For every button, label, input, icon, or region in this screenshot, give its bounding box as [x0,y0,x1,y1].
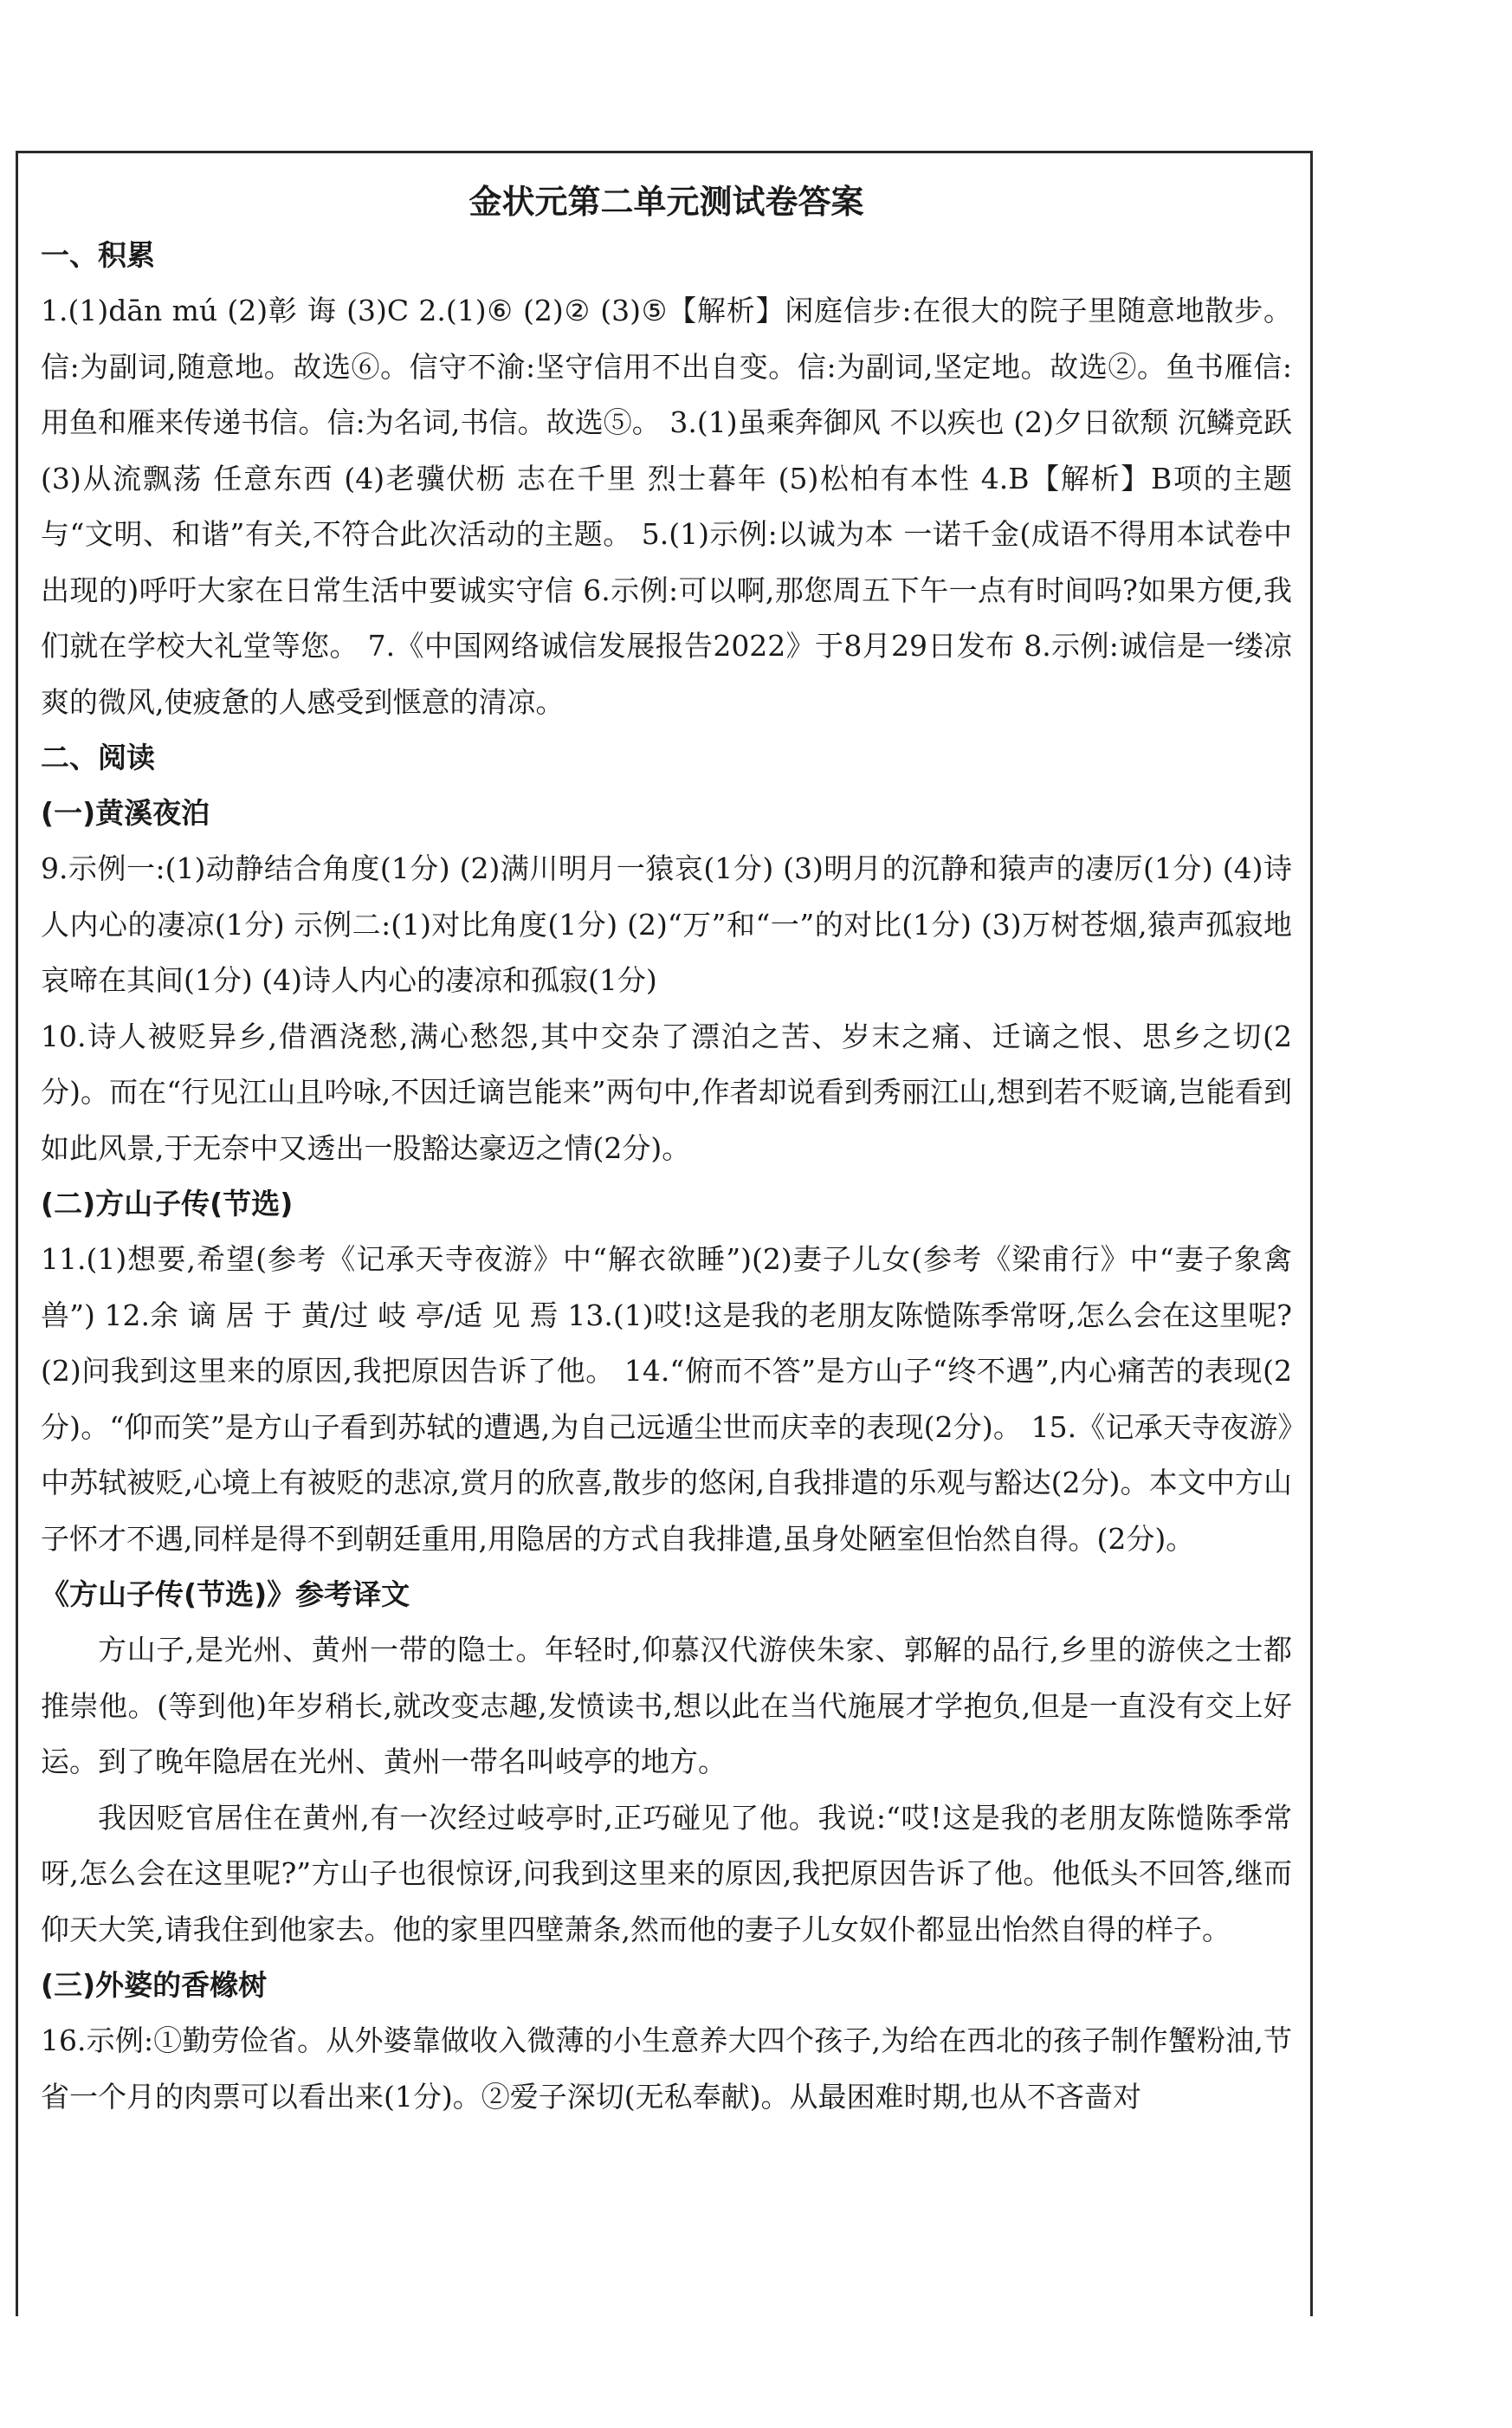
subsection-heading-fangshanzi: (二)方山子传(节选) [41,1187,294,1220]
subsection-heading-xiangyuan: (三)外婆的香橼树 [41,1968,268,2002]
answer-paragraph-11-15: 11.(1)想要,希望(参考《记承天寺夜游》中“解衣欲睡”)(2)妻子儿女(参考《梁甫行》中“妻子象禽兽”) 12.余 谪 居 于 黄/过 岐 亭/适 见 焉 13.(1)哎!这是我的老朋友陈慥陈季常呀,怎么会在这里呢?(2)问我到这里来的原因,我把原因告诉了他。 14.“俯而不答”是方山子“终不遇”,内心痛苦的表现(2分)。“仰而笑”是方山子看到苏轼的遭遇,为自己远遁尘世而庆幸的表现(2分)。 15.《记承天寺夜游》中苏轼被贬,心境上有被贬的悲凉,赏月的欣喜,散步的悠闲,自我排遣的乐观与豁达(2分)。本文中方山子怀才不遇,同样是得不到朝廷重用,用隐居的方式自我排遣,虽身处陋室但怡然自得。(2分)。 [41,1242,1292,1556]
section-heading-reading: 二、阅读 [41,741,155,774]
answer-paragraph-9: 9.示例一:(1)动静结合角度(1分) (2)满川明月一猿哀(1分) (3)明月的沉静和猿声的凄厉(1分) (4)诗人内心的凄凉(1分) 示例二:(1)对比角度(1分) (2)“万”和“一”的对比(1分) (3)万树苍烟,猿声孤寂地哀啼在其间(1分) (4)诗人内心的凄凉和孤寂(1分) [41,851,1292,997]
translation-paragraph-1: 方山子,是光州、黄州一带的隐士。年轻时,仰慕汉代游侠朱家、郭解的品行,乡里的游侠之士都推崇他。(等到他)年岁稍长,就改变志趣,发愤读书,想以此在当代施展才学抱负,但是一直没有交上好运。到了晚年隐居在光州、黄州一带名叫岐亭的地方。 [41,1633,1292,1778]
answer-paragraph-16: 16.示例:①勤劳俭省。从外婆靠做收入微薄的小生意养大四个孩子,为给在西北的孩子制作蟹粉油,节省一个月的肉票可以看出来(1分)。②爱子深切(无私奉献)。从最困难时期,也从不吝啬对 [41,2023,1292,2114]
answer-content [41,179,1292,2125]
answer-paragraph-1-8: 1.(1)dān mú (2)彰 诲 (3)C 2.(1)⑥ (2)② (3)⑤【解析】闲庭信步:在很大的院子里随意地散步。信:为副词,随意地。故选⑥。信守不渝:坚守信用不出自变。信:为副词,坚定地。故选②。鱼书雁信:用鱼和雁来传递书信。信:为名词,书信。故选⑤。 3.(1)虽乘奔御风 不以疾也 (2)夕日欲颓 沉鳞竞跃 (3)从流飘荡 任意东西 (4)老骥伏枥 志在千里 烈士暮年 (5)松柏有本性 4.B【解析】B项的主题与“文明、和谐”有关,不符合此次活动的主题。 5.(1)示例:以诚为本 一诺千金(成语不得用本试卷中出现的)呼吁大家在日常生活中要诚实守信 6.示例:可以啊,那您周五下午一点有时间吗?如果方便,我们就在学校大礼堂等您。 7.《中国网络诚信发展报告2022》于8月29日发布 8.示例:诚信是一缕凉爽的微风,使疲惫的人感受到惬意的清凉。 [41,294,1292,719]
answer-sheet-frame [16,151,1313,2316]
subsection-heading-huangxi: (一)黄溪夜泊 [41,796,210,830]
section-heading-accumulation: 一、积累 [41,238,155,272]
translation-paragraph-2: 我因贬官居住在黄州,有一次经过岐亭时,正巧碰见了他。我说:“哎!这是我的老朋友陈慥陈季常呀,怎么会在这里呢?”方山子也很惊讶,问我到这里来的原因,我把原因告诉了他。他低头不回答,继而仰天大笑,请我住到他家去。他的家里四壁萧条,然而他的妻子儿女奴仆都显出怡然自得的样子。 [41,1800,1292,1946]
page-title: 金状元第二单元测试卷答案 [468,183,864,221]
answer-paragraph-10: 10.诗人被贬异乡,借酒浇愁,满心愁怨,其中交杂了漂泊之苦、岁末之痛、迁谪之恨、思乡之切(2分)。而在“行见江山且吟咏,不因迁谪岂能来”两句中,作者却说看到秀丽江山,想到若不贬谪,岂能看到如此风景,于无奈中又透出一股豁达豪迈之情(2分)。 [41,1019,1292,1165]
translation-heading: 《方山子传(节选)》参考译文 [41,1577,410,1611]
